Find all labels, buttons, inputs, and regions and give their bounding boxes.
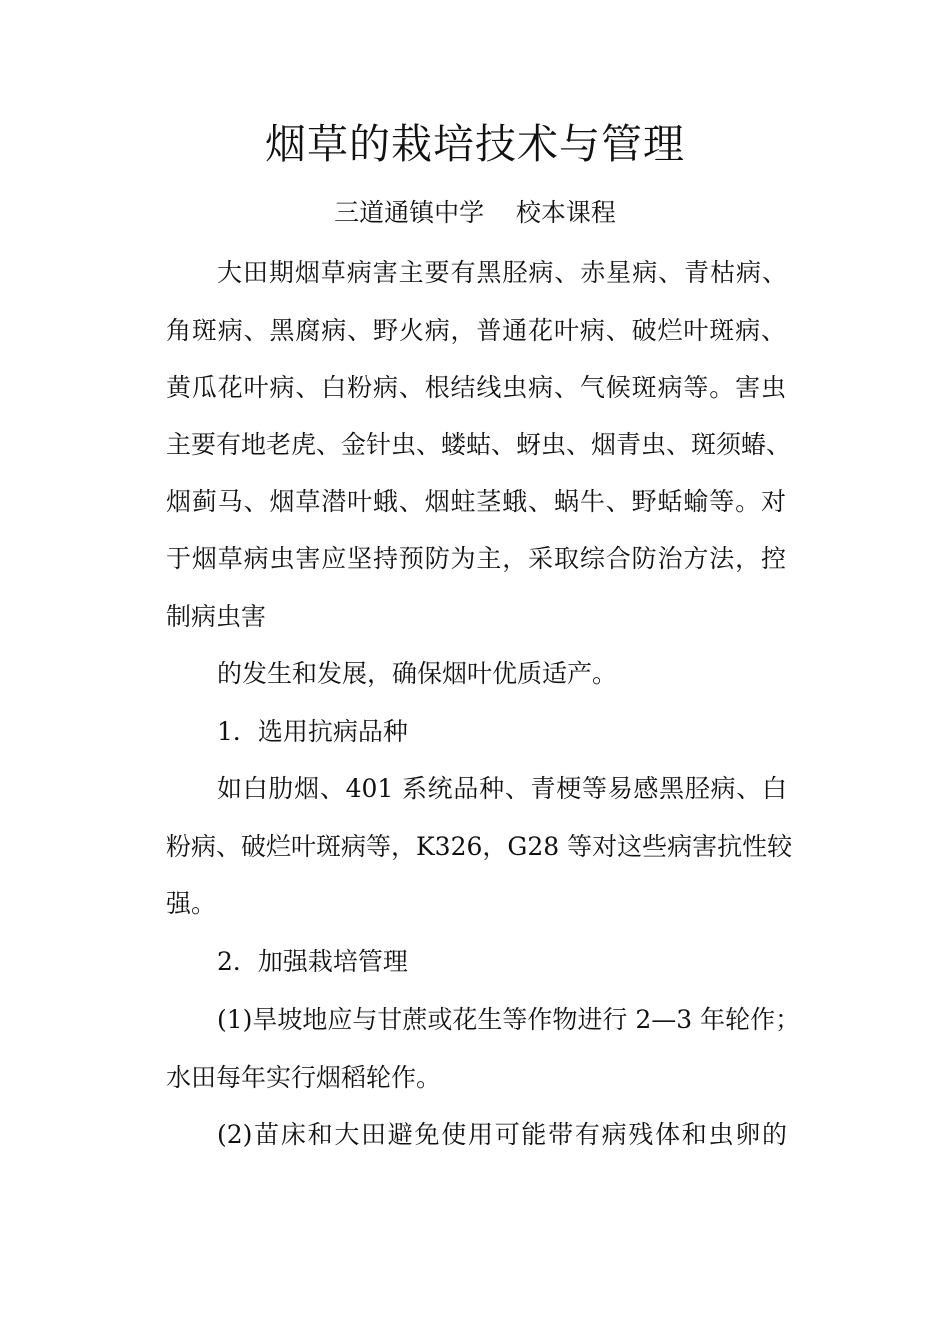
body-line: 水田每年实行烟稻轮作。 (166, 1063, 442, 1092)
body-line: 粉病、破烂叶斑病等，K326，G28 等对这些病害抗性较 (166, 832, 793, 861)
body-line: 制病虫害 (166, 602, 267, 631)
body-line: 主要有地老虎、金针虫、蝼蛄、蚜虫、烟青虫、斑须蝽、 (166, 430, 792, 459)
body-line: 烟蓟马、烟草潜叶蛾、烟蛀茎蛾、蜗牛、野蛞蝓等。对 (166, 487, 786, 516)
section-heading: 2．加强栽培管理 (217, 947, 408, 976)
document-subtitle: 三道通镇中学 校本课程 (334, 198, 616, 227)
body-line: (1)旱坡地应与甘蔗或花生等作物进行 2—3 年轮作； (217, 1005, 801, 1034)
body-line: 角斑病、黑腐病、野火病，普通花叶病、破烂叶斑病、 (166, 316, 786, 345)
body-line: 强。 (166, 889, 217, 918)
body-line: 大田期烟草病害主要有黑胫病、赤星病、青枯病、 (217, 258, 787, 287)
section-heading: 1．选用抗病品种 (217, 717, 408, 746)
body-line: 的发生和发展，确保烟叶优质适产。 (217, 659, 618, 688)
body-line: 于烟草病虫害应坚持预防为主，采取综合防治方法，控 (166, 544, 786, 573)
body-line: 如白肋烟、401 系统品种、青梗等易感黑胫病、白 (217, 774, 787, 803)
document-title: 烟草的栽培技术与管理 (265, 120, 685, 168)
body-line: 黄瓜花叶病、白粉病、根结线虫病、气候斑病等。害虫 (166, 373, 786, 402)
body-line: (2)苗床和大田避免使用可能带有病残体和虫卵的 (217, 1120, 787, 1149)
